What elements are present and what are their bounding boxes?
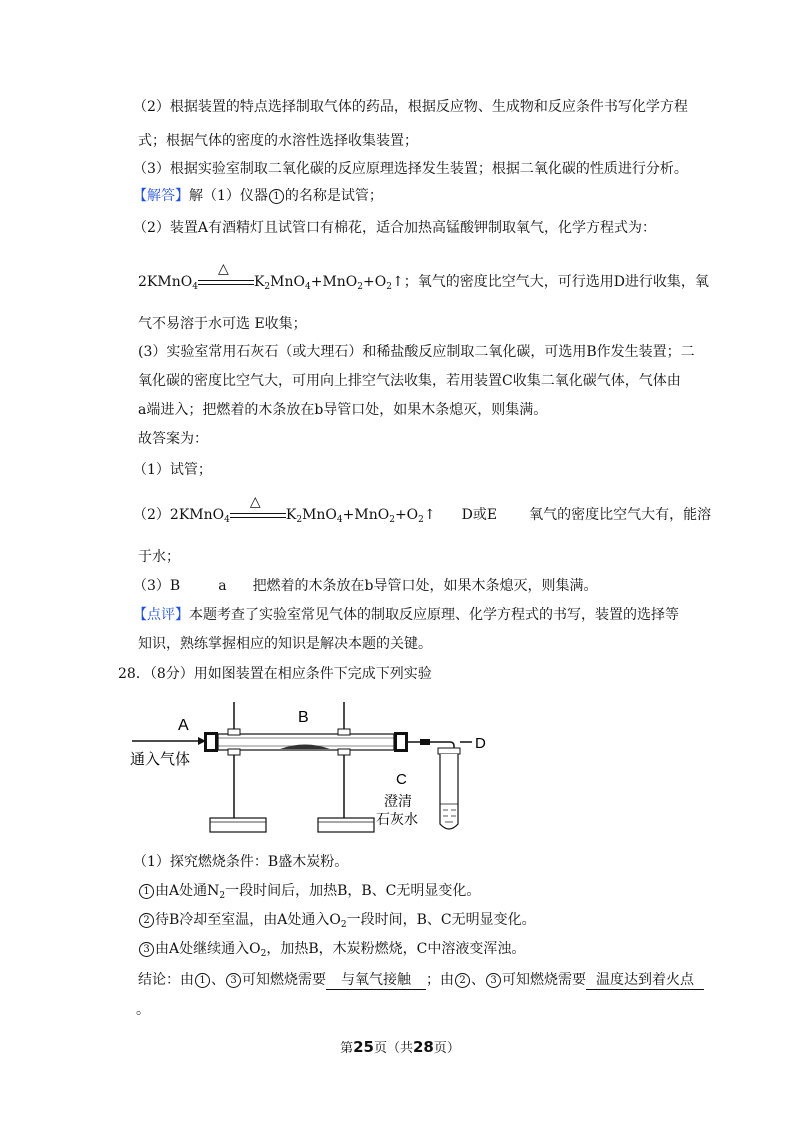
label-b: B: [298, 709, 309, 726]
subscript: 4: [224, 515, 230, 525]
conclusion-line: [138, 971, 704, 990]
text-run: 结论：由: [138, 972, 194, 988]
text-run: 可知燃烧需要: [242, 972, 326, 988]
page-footer: [0, 1037, 800, 1056]
subscript: 2: [296, 515, 303, 525]
text-run: ；氧气的密度比空气大，可行选用D进行收集，氧: [403, 274, 709, 290]
footer-text: 页）: [433, 1041, 460, 1056]
circled-number: 1: [139, 884, 154, 899]
step-line: [138, 882, 480, 900]
circled-number: 3: [139, 942, 154, 957]
tube-connector: [420, 739, 430, 745]
reactant: 2KMnO: [138, 274, 193, 290]
text-line: （1）试管；: [133, 462, 212, 478]
circled-number: 2: [455, 973, 470, 988]
text-run: 可知燃烧需要: [502, 972, 586, 988]
text-run: 本题考查了实验室常见气体的制取反应原理、化学方程式的书写，装置的选择等: [189, 607, 679, 623]
subscript: 2: [219, 891, 226, 901]
subscript: 2: [260, 949, 267, 959]
gas-arrow-icon: ↑: [423, 507, 436, 523]
subscript: 2: [340, 920, 347, 930]
text-run: 由A处继续通入O: [155, 941, 261, 957]
equation-line: [133, 494, 712, 525]
product: +MnO: [342, 507, 390, 523]
step-line: [138, 940, 525, 958]
equals-bar: [198, 280, 254, 285]
comment-line: [133, 606, 679, 624]
stand-clamp: [338, 749, 350, 755]
chemical-equation: [169, 494, 436, 525]
text-run: （2）: [133, 507, 170, 523]
product: K: [253, 274, 265, 290]
text-line: （1）探究燃烧条件：B盛木炭粉。: [133, 854, 349, 870]
answer-blank-1: 与氧气接触: [326, 971, 426, 990]
text-run: 待B冷却至室温，由A处通入O: [155, 912, 341, 928]
test-tube-stopper: [438, 748, 460, 754]
product: MnO: [270, 274, 305, 290]
comment-tag: 【点评】: [133, 607, 189, 623]
text-run: 、: [211, 972, 225, 988]
left-stopper-inner: [207, 735, 215, 749]
label-reagent-2: 石灰水: [376, 812, 418, 828]
text-run: 氧气的密度比空气大有，能溶: [529, 507, 712, 523]
equals-bar: [230, 513, 286, 518]
text-line: 式；根据气体的密度的水溶性选择收集装置；: [138, 133, 418, 149]
text-line: 氧化碳的密度比空气大，可用向上排空气法收集，若用装置C收集二氧化碳气体，气体由: [138, 373, 681, 389]
text-line: 故答案为：: [138, 431, 208, 447]
test-tube: [440, 754, 458, 829]
page-total: 28: [413, 1038, 434, 1056]
text-line: （2）根据装置的特点选择制取气体的药品，根据反应物、生成物和反应条件书写化学方程: [133, 99, 688, 115]
text-line: 气不易溶于水可选 E收集；: [138, 316, 307, 332]
text-run: ；由: [426, 972, 454, 988]
stand-clamp: [228, 749, 240, 755]
text-line: (3）实验室常用石灰石（或大理石）和稀盐酸反应制取二氧化碳，可选用B作发生装置；二: [138, 344, 695, 360]
stand-clamp: [228, 729, 240, 735]
subscript: 2: [264, 282, 271, 292]
product: K: [285, 507, 297, 523]
stand-clamp: [338, 729, 350, 735]
label-reagent-1: 澄清: [384, 794, 412, 810]
stand-base: [318, 818, 374, 832]
text-run: （3）B: [133, 578, 181, 594]
subscript: 2: [389, 515, 395, 525]
gas-arrow-icon: ↑: [391, 274, 404, 290]
label-inlet: 通入气体: [130, 750, 191, 768]
step-line: [138, 911, 536, 929]
answer-line: [133, 187, 383, 205]
subscript: 4: [304, 282, 311, 292]
text-line: 。: [136, 1002, 150, 1018]
experiment-apparatus-figure: [130, 700, 490, 840]
text-run: 一段时间后，加热B，B、C无明显变化。: [225, 883, 481, 899]
text-run: a: [218, 578, 227, 594]
answer-blank-2: 温度达到着火点: [586, 971, 704, 990]
circled-number: 1: [269, 189, 284, 204]
heat-condition: [230, 494, 286, 524]
label-a: A: [178, 717, 189, 734]
text-run: 由A处通N: [155, 883, 220, 899]
chemical-equation: [138, 261, 404, 292]
circled-number: 2: [139, 913, 154, 928]
text-run: 的名称是试管；: [284, 188, 383, 204]
heat-condition: [198, 261, 254, 291]
text-line: 于水；: [138, 549, 180, 565]
text-run: D或E: [461, 507, 498, 523]
subscript: 2: [418, 515, 424, 525]
right-stopper-inner: [397, 735, 405, 749]
stand-base: [210, 818, 266, 832]
footer-text: 第: [340, 1041, 354, 1056]
question-title: 28．（8分）用如图装置在相应条件下完成下列实验: [118, 666, 432, 682]
answer-tag: 【解答】: [133, 188, 189, 204]
text-line: [133, 577, 598, 595]
text-line: （2）装置A有酒精灯且试管口有棉花，适合加热高锰酸钾制取氧气，化学方程式为：: [133, 220, 657, 236]
subscript: 4: [192, 282, 198, 292]
reactant: 2KMnO: [169, 507, 225, 523]
circled-number: 3: [486, 973, 501, 988]
product: +O: [394, 507, 419, 523]
text-run: 、: [471, 972, 485, 988]
equation-line: [138, 261, 709, 292]
text-line: 知识，熟练掌握相应的知识是解决本题的关键。: [138, 636, 432, 652]
text-run: 把燃着的木条放在b导管口处，如果木条熄灭，则集满。: [252, 578, 598, 594]
heat-triangle-icon: △: [217, 261, 229, 277]
product: +O: [363, 274, 387, 290]
text-line: a端进入；把燃着的木条放在b导管口处，如果木条熄灭，则集满。: [138, 402, 548, 418]
text-line: （3）根据实验室制取二氧化碳的反应原理选择发生装置；根据二氧化碳的性质进行分析。: [133, 161, 688, 177]
text-run: 解（1）仪器: [189, 188, 268, 204]
circled-number: 1: [195, 973, 210, 988]
label-c: C: [396, 771, 407, 788]
circled-number: 3: [226, 973, 241, 988]
text-run: ，加热B，木炭粉燃烧，C中溶液变浑浊。: [266, 941, 526, 957]
footer-text: 页（共: [373, 1041, 413, 1056]
label-d: D: [475, 735, 486, 752]
product: +MnO: [310, 274, 358, 290]
heat-triangle-icon: △: [249, 494, 261, 510]
subscript: 2: [357, 282, 364, 292]
text-run: 一段时间，B、C无明显变化。: [346, 912, 536, 928]
page-number: 25: [353, 1038, 374, 1056]
subscript: 4: [336, 515, 343, 525]
product: MnO: [302, 507, 337, 523]
subscript: 2: [386, 282, 392, 292]
